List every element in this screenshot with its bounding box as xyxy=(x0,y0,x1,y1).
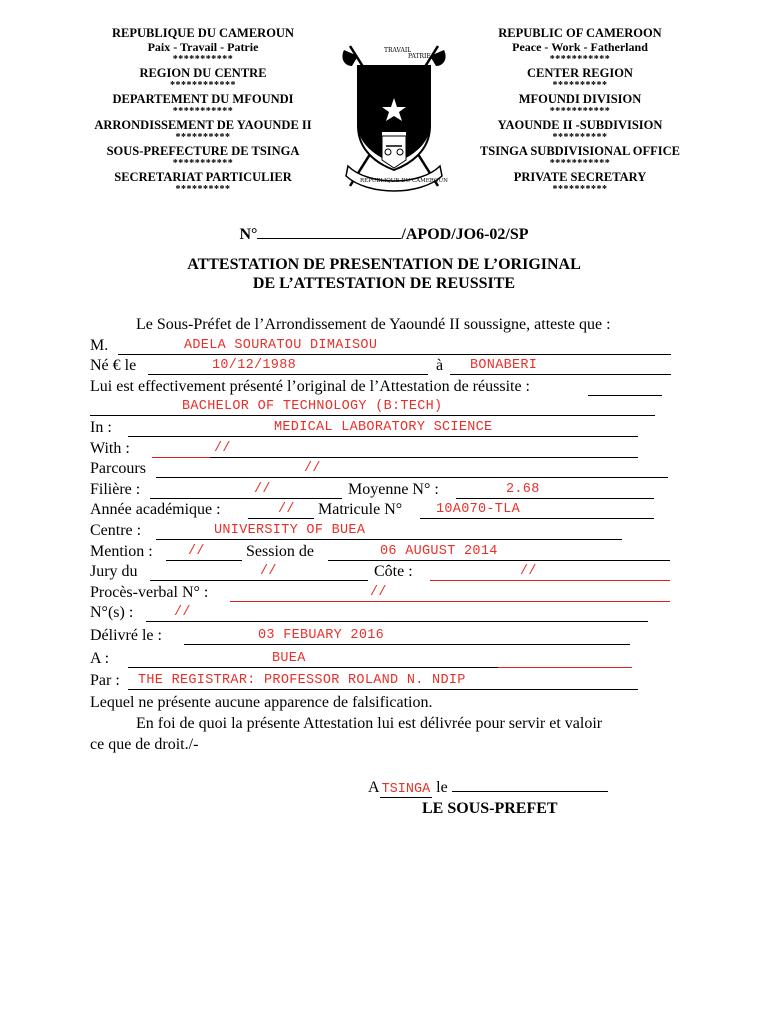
birth-date-label: Né € le xyxy=(90,357,137,375)
separator: *********** xyxy=(172,54,234,65)
with-line-red xyxy=(152,439,210,458)
signature-place-value: TSINGA xyxy=(381,782,431,797)
secretariat-fr: SECRETARIAT PARTICULIER xyxy=(114,170,292,184)
emblem-ribbon-text: REPUBLIQUE DU CAMEROUN xyxy=(360,178,448,184)
field-row-a xyxy=(90,649,690,670)
signatory-title: LE SOUS-PREFET xyxy=(422,800,558,817)
department-fr: DEPARTEMENT DU MFOUNDI xyxy=(112,92,294,106)
ns-label: N°(s) : xyxy=(90,604,134,622)
region-en: CENTER REGION xyxy=(527,66,633,80)
signature-le-label: le xyxy=(436,779,448,796)
separator: ********** xyxy=(175,184,231,195)
separator: *********** xyxy=(172,106,234,117)
field-row-with xyxy=(90,439,690,460)
motto-fr: Paix - Travail - Patrie xyxy=(147,40,259,54)
separator: *********** xyxy=(549,158,611,169)
reference-suffix: /APOD/JO6-02/SP xyxy=(401,226,529,243)
field-row-name xyxy=(90,336,690,357)
separator: ********** xyxy=(175,132,231,143)
field-row-in xyxy=(90,418,690,439)
header-left-french xyxy=(80,26,326,196)
signature-place-line xyxy=(368,777,608,798)
pv-label: Procès-verbal N° : xyxy=(90,583,209,601)
ns-value: // xyxy=(174,605,191,621)
parcours-value: // xyxy=(304,461,321,477)
closing-line-1: Lequel ne présente aucune apparence de falsification. xyxy=(90,694,433,711)
header-right-english xyxy=(450,26,710,196)
moyenne-label: Moyenne N° : xyxy=(348,480,439,498)
field-row-degree xyxy=(90,397,690,418)
reference-prefix: N° xyxy=(239,226,258,243)
field-row-delivre xyxy=(90,626,690,647)
field-row-par xyxy=(90,671,690,692)
name-label: M. xyxy=(90,336,109,354)
matricule-value: 10A070-TLA xyxy=(436,502,521,518)
with-line xyxy=(210,439,638,458)
with-label: With : xyxy=(90,439,130,457)
field-row-presented xyxy=(90,377,690,398)
jury-value: // xyxy=(260,564,277,580)
field-row-annee xyxy=(90,500,690,521)
birth-place-label: à xyxy=(436,357,444,375)
intro-row xyxy=(90,315,690,336)
centre-value: UNIVERSITY OF BUEA xyxy=(214,522,366,538)
pv-line xyxy=(230,583,670,602)
signature-date-line xyxy=(452,777,608,792)
filiere-line xyxy=(150,480,342,499)
title-line-1: ATTESTATION DE PRESENTATION DE L’ORIGINAL xyxy=(187,256,581,273)
a-line-red xyxy=(498,649,632,668)
region-fr: REGION DU CENTRE xyxy=(139,66,267,80)
document-title xyxy=(0,255,768,293)
par-label: Par : xyxy=(90,672,120,690)
subdivision-en: YAOUNDE II -SUBDIVISION xyxy=(497,118,663,132)
matricule-label: Matricule N° xyxy=(318,501,403,519)
document-header xyxy=(0,26,768,216)
emblem-motto-right: PATRIE xyxy=(408,53,431,60)
pv-value: // xyxy=(370,584,387,600)
field-row-centre xyxy=(90,521,690,542)
title-line-2: DE L’ATTESTATION DE REUSSITE xyxy=(252,275,516,292)
country-name-en: REPUBLIC OF CAMEROON xyxy=(498,26,662,40)
delivre-label: Délivré le : xyxy=(90,626,162,644)
moyenne-line xyxy=(456,480,654,499)
degree-value: BACHELOR OF TECHNOLOGY (B:TECH) xyxy=(182,399,443,415)
field-row-jury xyxy=(90,562,690,583)
cote-line xyxy=(430,562,670,581)
separator: ********** xyxy=(552,80,608,91)
attestation-body xyxy=(90,315,690,692)
mention-value: // xyxy=(188,543,205,559)
separator: *********** xyxy=(172,158,234,169)
birth-place-value: BONABERI xyxy=(470,358,538,374)
field-row-filiere xyxy=(90,480,690,501)
filiere-value: // xyxy=(254,481,271,497)
arrondissement-fr: ARRONDISSEMENT DE YAOUNDE II xyxy=(94,118,312,132)
separator: ************ xyxy=(170,80,236,91)
reference-number xyxy=(0,224,768,244)
a-value: BUEA xyxy=(272,650,306,666)
field-row-mention xyxy=(90,542,690,563)
country-name-fr: REPUBLIQUE DU CAMEROUN xyxy=(112,26,294,40)
centre-label: Centre : xyxy=(90,521,142,539)
field-row-birth xyxy=(90,356,690,377)
sous-prefecture-fr: SOUS-PREFECTURE DE TSINGA xyxy=(106,144,300,158)
motto-en: Peace - Work - Fatherland xyxy=(512,40,648,54)
cote-value: // xyxy=(520,564,537,580)
intro-text: Le Sous-Préfet de l’Arrondissement de Yaoundé II soussigne, atteste que : xyxy=(136,316,611,333)
office-en: TSINGA SUBDIVISIONAL OFFICE xyxy=(479,144,681,158)
a-line xyxy=(128,649,498,668)
in-label: In : xyxy=(90,418,112,436)
annee-value: // xyxy=(278,502,295,518)
ns-line xyxy=(146,603,648,622)
field-row-parcours xyxy=(90,459,690,480)
parcours-label: Parcours xyxy=(90,460,146,478)
presented-text: Lui est effectivement présenté l’original de l’Attestation de réussite : xyxy=(90,377,530,395)
session-label: Session de xyxy=(246,542,314,560)
emblem-motto-left: TRAVAIL xyxy=(384,47,412,54)
division-en: MFOUNDI DIVISION xyxy=(518,92,642,106)
signature-a-label: A xyxy=(368,779,380,796)
field-row-pv xyxy=(90,583,690,604)
field-row-ns xyxy=(90,603,690,624)
delivre-line xyxy=(184,626,630,645)
presented-line xyxy=(588,377,662,396)
parcours-line xyxy=(156,459,668,478)
separator: *********** xyxy=(549,54,611,65)
par-value: THE REGISTRAR: PROFESSOR ROLAND N. NDIP xyxy=(138,673,466,689)
a-label: A : xyxy=(90,649,110,667)
in-value: MEDICAL LABORATORY SCIENCE xyxy=(274,419,493,435)
closing-line-3: ce que de droit./- xyxy=(90,736,199,753)
reference-blank xyxy=(257,224,401,239)
delivre-value: 03 FEBUARY 2016 xyxy=(258,627,385,643)
closing-line-2: En foi de quoi la présente Attestation lui est délivrée pour servir et valoir xyxy=(136,715,603,732)
session-value: 06 AUGUST 2014 xyxy=(380,543,498,559)
separator: ********** xyxy=(552,132,608,143)
with-value: // xyxy=(214,440,231,456)
closing-text xyxy=(90,692,700,755)
filiere-label: Filière : xyxy=(90,480,141,498)
moyenne-value: 2.68 xyxy=(506,481,540,497)
cote-label: Côte : xyxy=(374,563,413,581)
birth-date-value: 10/12/1988 xyxy=(212,358,297,374)
jury-line xyxy=(150,562,368,581)
secretary-en: PRIVATE SECRETARY xyxy=(513,170,647,184)
separator: ********** xyxy=(552,184,608,195)
jury-label: Jury du xyxy=(90,563,138,581)
cameroon-coat-of-arms-icon xyxy=(338,36,450,196)
separator: *********** xyxy=(549,106,611,117)
annee-label: Année académique : xyxy=(90,501,221,519)
mention-label: Mention : xyxy=(90,542,153,560)
name-value: ADELA SOURATOU DIMAISOU xyxy=(184,337,378,353)
